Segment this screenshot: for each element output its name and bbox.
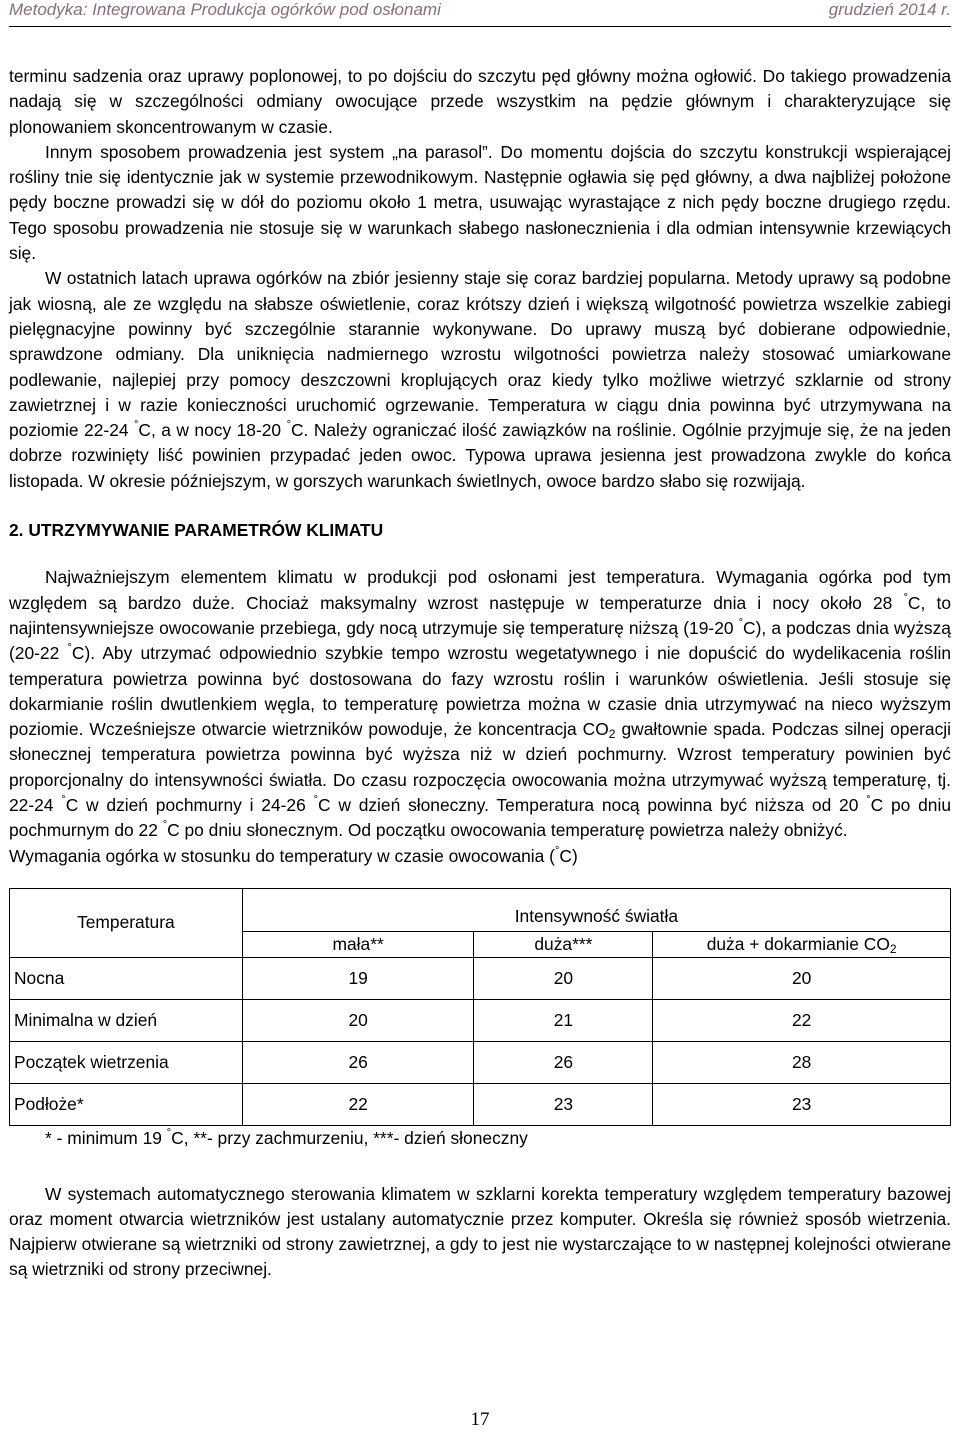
degree-sign: ° (61, 794, 66, 807)
paragraph-2: Innym sposobem prowadzenia jest system „na parasol”. Do momentu dojścia do szczytu konstrukcji wspierającej rośliny tnie się identycznie jak w systemie przewodnikowym. Następnie ogławia się pęd główny, a dwa najbliżej położone pędy boczne prowadzi się w dół do poziomu około 1 metra, usuwając wyrastające z nich pędy boczne drugiego rzędu. Tego sposobu prowadzenia nie stosuje się w warunkach słabego nasłonecznienia i dla odmian intensywnie krzewiących się. (9, 141, 951, 264)
paragraph-4: Najważniejszym elementem klimatu w produkcji pod osłonami jest temperatura. Wymagania ogórka pod tym względem są bardzo duże. Chociaż maksymalny wzrost następuje w temperaturze dnia i nocy około 28 °C, to najintensywniejsze owocowanie przebiega, gdy nocą utrzymuje się temperaturę niższą (19-20 °C), a podczas dnia wyższą (20-22 °C). Aby utrzymać odpowiednio szybkie tempo wzrostu wegetatywnego i nie dopuścić do wydelikacenia roślin temperatura powietrza powinna być dostosowana do fazy wzrostu roślin i warunków oświetlenia. Jeśli stosuje się dokarmianie roślin dwutlenkiem węgla, to temperaturę powietrza można w czasie dnia utrzymywać na nieco wyższym poziomie. Wcześniejsze otwarcie wietrzników powoduje, że koncentracja $CO_2$ gwałtownie spada. Podczas silnej operacji słonecznej temperatura powietrza powinna być wyższa niż w dzień pochmurny. Wzrost temperatury powinien być proporcjonalny do intensywności światła. Do czasu rozpoczęcia owocowania można utrzymywać wyższą temperaturę, tj. 22-24 °C w dzień pochmurny i 24-26 °C w dzień słoneczny. Temperatura nocą powinna być niższa od 20 °C po dniu pochmurnym do 22 °C po dniu słonecznym. Od początku owocowania temperaturę powietrza należy obniżyć. (9, 567, 951, 841)
paragraph-3: W ostatnich latach uprawa ogórków na zbiór jesienny staje się coraz bardziej popularna. Metody uprawy są podobne jak wiosną, ale ze względu na słabsze oświetlenie, coraz krótszy dzień i większą wilgotność powietrza wszelkie zabiegi pielęgnacyjne powinny być szczególnie starannie wykonywane. Do uprawy muszą być dobierane odpowiednie, sprawdzone odmiany. Dla uniknięcia nadmiernego wzrostu wilgotności powietrza należy stosować umiarkowane podlewanie, najlepiej przy pomocy deszczowni kroplujących oraz kiedy tylko możliwe wietrzyć szklarnie od strony zawietrznej i w razie konieczności uruchomić ogrzewanie. Temperatura w ciągu dnia powinna być utrzymywana na poziomie 22-24 °C, a w nocy 18-20 °C. Należy ograniczać ilość zawiązków na roślinie. Ogólnie przyjmuje się, że na jeden dobrze rozwinięty liść powinien przypadać jeden owoc. Typowa uprawa jesienna jest prowadzona zwykle do końca listopada. W okresie późniejszym, w gorszych warunkach świetlnych, owoce bardzo słabo się rozwijają. (9, 268, 951, 491)
table-row: Podłoże* 22 23 23 (10, 1084, 951, 1126)
subscript-two: 2 (608, 727, 616, 742)
degree-sign: ° (313, 794, 318, 807)
table-caption: Wymagania ogórka w stosunku do temperatury w czasie owocowania (°C) (9, 844, 578, 866)
header-intensity: Intensywność światła (242, 888, 950, 931)
degree-sign: ° (286, 419, 291, 432)
degree-sign: ° (738, 616, 744, 629)
degree-sign: ° (554, 844, 560, 857)
degree-sign: ° (134, 419, 139, 432)
section-heading: 2. UTRZYMYWANIE PARAMETRÓW KLIMATU (9, 520, 384, 541)
page-header (9, 0, 951, 27)
degree-sign: ° (67, 642, 72, 655)
table-row: Początek wietrzenia 26 26 28 (10, 1042, 951, 1084)
paragraph-1: terminu sadzenia oraz uprawy poplonowej, to po dojściu do szczytu pęd główny można ogłowić. Do takiego prowadzenia nadają się w szczególności odmiany owocujące przede wszystkim na pędzie głównym i charakteryzujące się plonowaniem skoncentrowanym w czasie. (9, 66, 951, 137)
degree-sign: ° (903, 591, 908, 604)
header-date: grudzień 2014 r. (828, 0, 951, 19)
table-footnote: * - minimum 19 °C, **- przy zachmurzeniu, ***- dzień słoneczny (45, 1127, 528, 1149)
degree-sign: ° (162, 819, 168, 832)
table-row: Minimalna w dzień 20 21 22 (10, 1000, 951, 1042)
subscript-two: 2 (889, 941, 897, 956)
page-number: 17 (470, 1409, 490, 1430)
degree-sign: ° (166, 1127, 172, 1140)
degree-sign: ° (866, 794, 871, 807)
paragraph-5: W systemach automatycznego sterowania klimatem w szklarni korekta temperatury względem temperatury bazowej oraz moment otwarcia wietrzników jest ustalany automatycznie przez komputer. Określa się również sposób wietrzenia. Najpierw otwierane są wietrzniki od strony zawietrznej, a gdy to jest nie wystarczające to w następnej kolejności otwierane są wietrzniki od strony przeciwnej. (9, 1183, 951, 1280)
page-body (9, 64, 951, 1283)
header-small: mała** (242, 931, 474, 957)
header-large: duża*** (474, 931, 653, 957)
header-large-co2: duża + dokarmianie $CO_2$ (653, 931, 951, 957)
header-temperatura: Temperatura (10, 888, 243, 957)
temperature-table (9, 888, 951, 1126)
table-row: Nocna 19 20 20 (10, 958, 951, 1000)
header-title: Metodyka: Integrowana Produkcja ogórków pod osłonami (9, 0, 441, 19)
